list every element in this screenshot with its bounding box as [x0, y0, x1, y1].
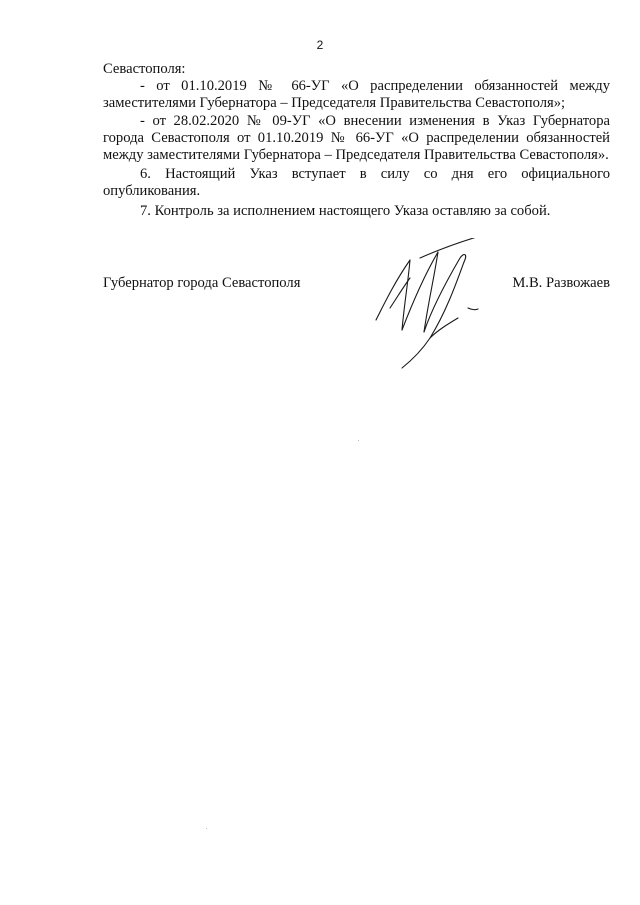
document-body — [103, 61, 610, 220]
page-number: 2 — [316, 38, 324, 52]
paragraph-decree-66: - от 01.10.2019 № 66-УГ «О распределении обязанностей между заместителями Губернатора – Председателя Правительства Севастополя»; — [103, 78, 610, 112]
signer-name: М.В. Развожаев — [512, 275, 610, 291]
scan-speck — [206, 828, 207, 829]
paragraph-continuation: Севастополя: — [103, 61, 186, 77]
signature-block — [103, 275, 610, 295]
handwritten-signature — [368, 238, 488, 373]
signer-title: Губернатор города Севастополя — [103, 275, 301, 291]
scan-speck — [358, 440, 359, 441]
paragraph-item-6: 6. Настоящий Указ вступает в силу со дня его официального опубликования. — [103, 166, 610, 200]
paragraph-decree-09: - от 28.02.2020 № 09-УГ «О внесении изменения в Указ Губернатора города Севастополя от 01.10.2019 № 66-УГ «О распределении обязанностей между заместителями Губернатора – Председателя Правительства Севастополя». — [103, 112, 610, 164]
paragraph-item-7: 7. Контроль за исполнением настоящего Указа оставляю за собой. — [140, 202, 551, 219]
